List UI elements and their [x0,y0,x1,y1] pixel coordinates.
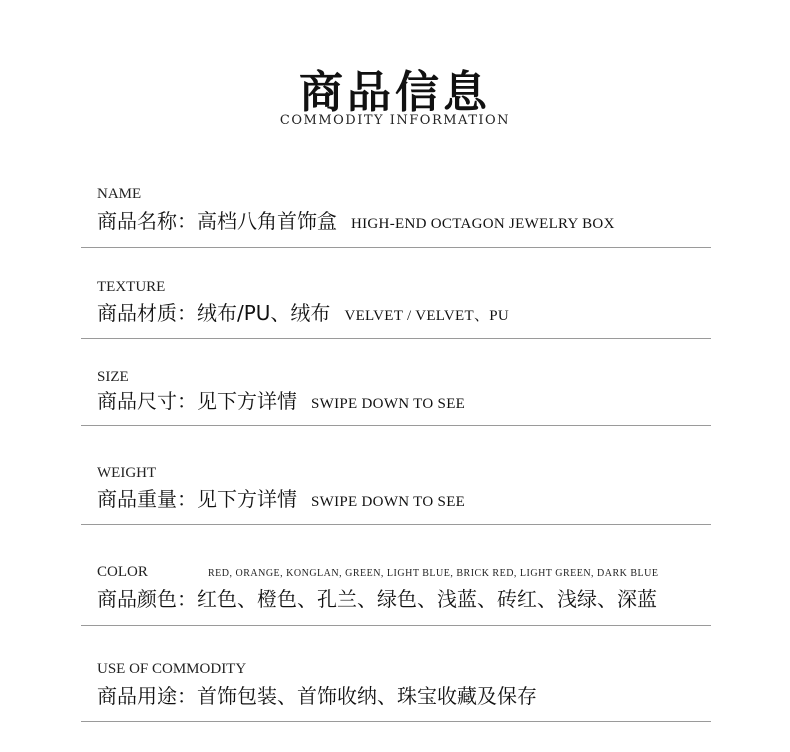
row-line [97,680,537,709]
row-value: 见下方详情 [197,487,297,511]
row-en-label: SIZE [97,369,129,385]
row-label: 商品颜色： [97,587,197,611]
row-line [97,297,509,326]
row-en-label: WEIGHT [97,465,157,481]
row-en-value: RED, ORANGE, KONGLAN, GREEN, LIGHT BLUE, BRICK RED, LIGHT GREEN, DARK BLUE [208,568,659,579]
info-row-size [81,338,711,426]
row-en-value: SWIPE DOWN TO SEE [311,396,466,412]
info-row-use [81,625,711,722]
row-en-value: VELVET / VELVET、PU [344,308,510,324]
row-value: 高档八角首饰盒 [197,209,337,233]
row-line [97,583,657,612]
row-en-label: USE OF COMMODITY [97,661,247,677]
row-en-value: HIGH-END OCTAGON JEWELRY BOX [351,216,615,232]
row-en-label: NAME [97,186,142,202]
info-row-name [81,180,711,248]
row-value: 绒布/PU、绒布 [197,301,331,325]
row-label: 商品材质： [97,301,197,325]
row-en-value: SWIPE DOWN TO SEE [311,494,466,510]
page-title: 商品信息 [299,67,491,118]
row-value: 首饰包装、首饰收纳、珠宝收藏及保存 [197,684,537,708]
info-row-weight [81,425,711,525]
row-en-label: TEXTURE [97,279,166,295]
page-subtitle: COMMODITY INFORMATION [279,113,511,128]
row-line [97,385,465,414]
row-label: 商品用途： [97,684,197,708]
row-line [97,483,465,512]
row-en-label: COLOR [97,564,148,580]
row-label: 商品重量： [97,487,197,511]
row-value: 红色、橙色、孔兰、绿色、浅蓝、砖红、浅绿、深蓝 [197,587,657,611]
row-line [97,205,615,234]
row-value: 见下方详情 [197,389,297,413]
info-row-color [81,524,711,626]
row-label: 商品尺寸： [97,389,197,413]
row-label: 商品名称： [97,209,197,233]
info-row-texture [81,247,711,339]
